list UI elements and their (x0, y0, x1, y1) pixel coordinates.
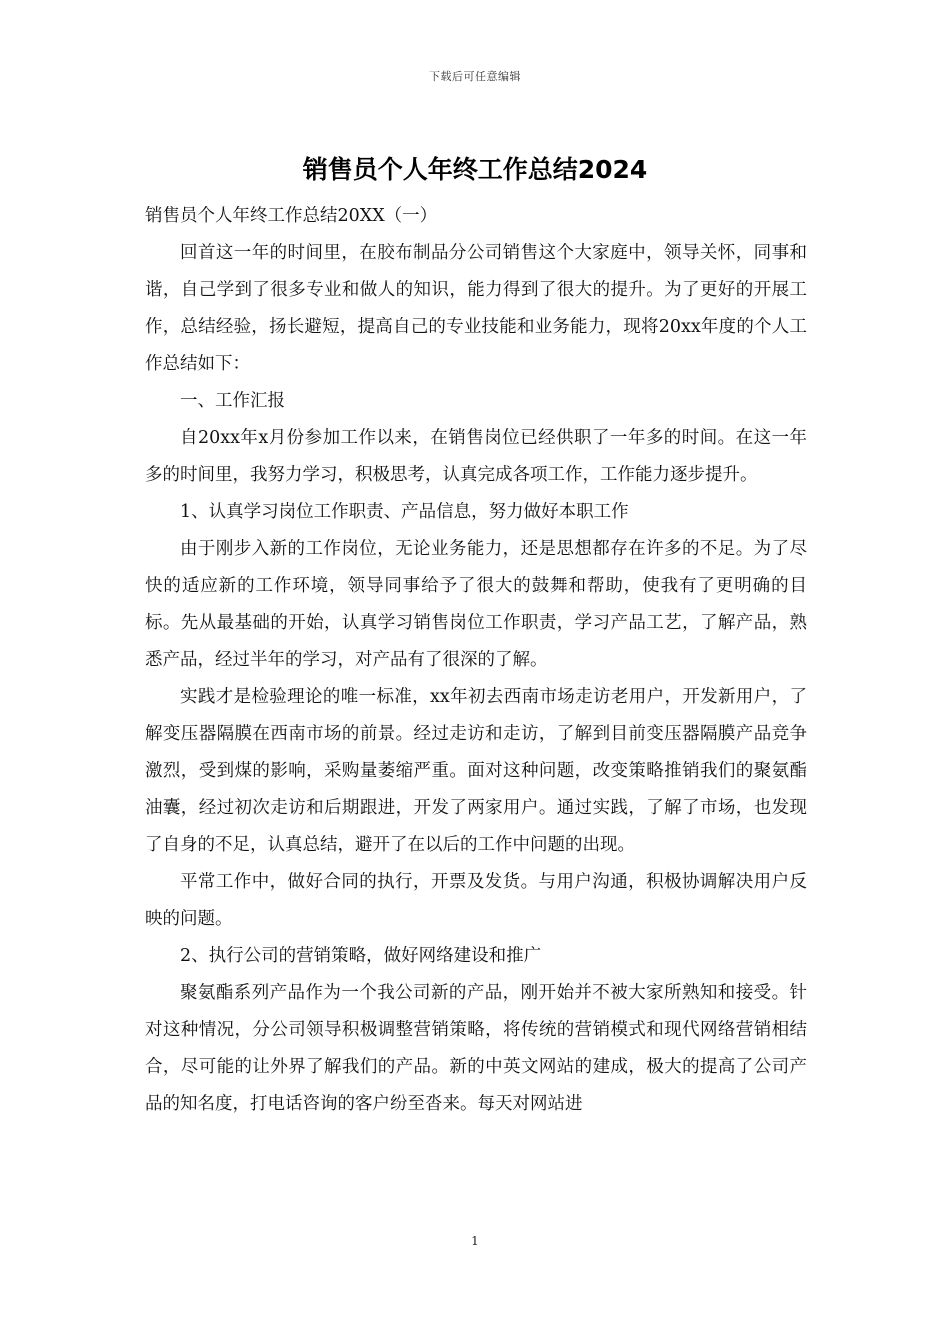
header-note: 下载后可任意编辑 (429, 70, 521, 83)
section-heading-work-report: 一、工作汇报 (180, 391, 285, 411)
paragraph-intro: 回首这一年的时间里，在胶布制品分公司销售这个大家庭中，领导关怀，同事和谐，自己学到了很多专业和做人的知识，能力得到了很大的提升。为了更好的开展工作，总结经验，扬长避短，提高自己的专业技能和业务能力，现将20xx年度的个人工作总结如下： (145, 243, 807, 374)
paragraph-study-duties: 由于刚步入新的工作岗位，无论业务能力，还是思想都存在许多的不足。为了尽快的适应新的工作环境，领导同事给予了很大的鼓舞和帮助，使我有了更明确的目标。先从最基础的开始，认真学习销售岗位工作职责，学习产品工艺，了解产品，熟悉产品，经过半年的学习，对产品有了很深的了解。 (145, 539, 807, 670)
paragraph-marketing-strategy: 聚氨酯系列产品作为一个我公司新的产品，刚开始并不被大家所熟知和接受。针对这种情况，分公司领导积极调整营销策略，将传统的营销模式和现代网络营销相结合，尽可能的让外界了解我们的产品。新的中英文网站的建成，极大的提高了公司产品的知名度，打电话咨询的客户纷至沓来。每天对网站进 (145, 983, 807, 1114)
page-number: 1 (471, 1234, 479, 1248)
paragraph-work-report: 自20xx年x月份参加工作以来，在销售岗位已经供职了一年多的时间。在这一年多的时间里，我努力学习，积极思考，认真完成各项工作，工作能力逐步提升。 (145, 428, 807, 485)
paragraph-practice: 实践才是检验理论的唯一标准，xx年初去西南市场走访老用户，开发新用户，了解变压器隔膜在西南市场的前景。经过走访和走访，了解到目前变压器隔膜产品竞争激烈，受到煤的影响，采购量萎缩严重。面对这种问题，改变策略推销我们的聚氨酯油囊，经过初次走访和后期跟进，开发了两家用户。通过实践，了解了市场，也发现了自身的不足，认真总结，避开了在以后的工作中问题的出现。 (145, 687, 807, 855)
document-body (145, 198, 807, 1123)
section-subtitle: 销售员个人年终工作总结20XX（一） (145, 206, 438, 226)
document-title: 销售员个人年终工作总结2024 (302, 155, 648, 184)
paragraph-daily-work: 平常工作中，做好合同的执行，开票及发货。与用户沟通，积极协调解决用户反映的问题。 (145, 872, 807, 929)
subheading-study-duties: 1、认真学习岗位工作职责、产品信息，努力做好本职工作 (180, 502, 629, 522)
subheading-marketing-strategy: 2、执行公司的营销策略，做好网络建设和推广 (180, 946, 542, 966)
